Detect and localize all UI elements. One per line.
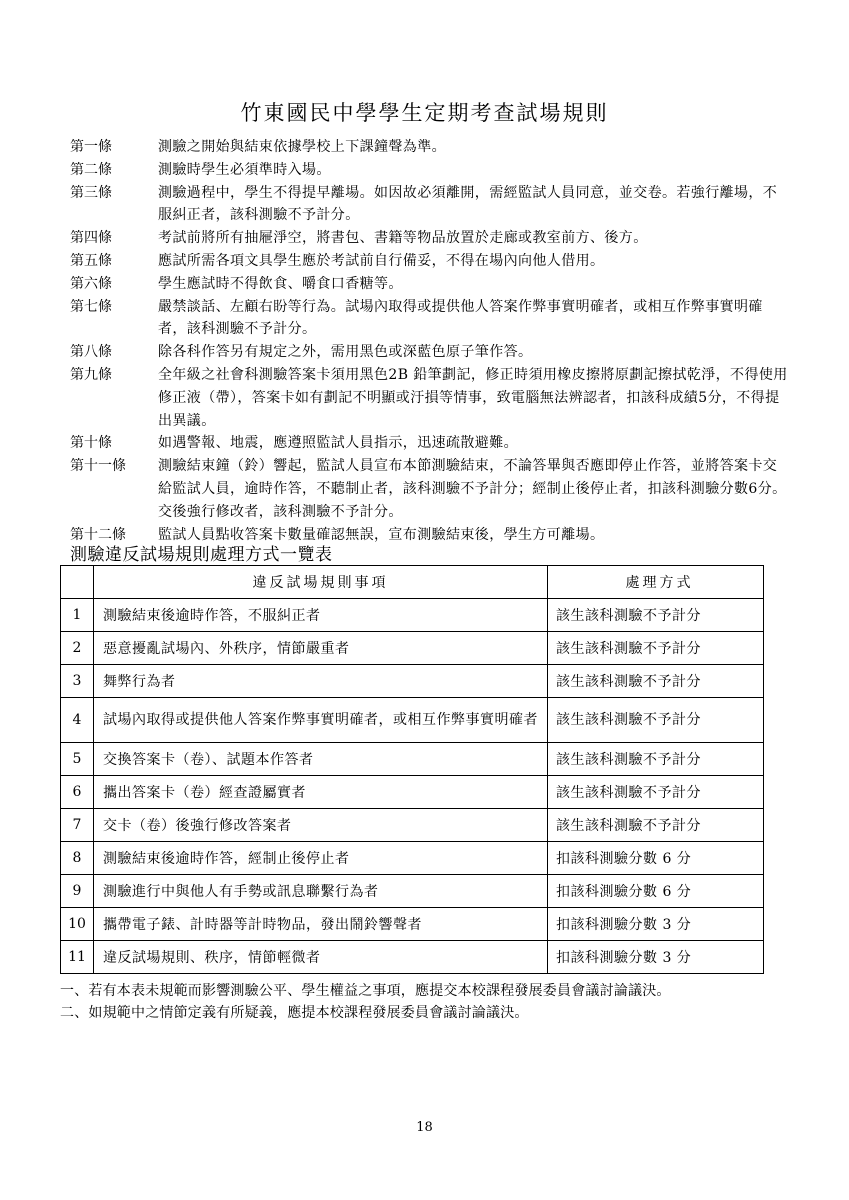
header-action-cell: 處理方式	[548, 566, 764, 599]
table-row	[61, 941, 764, 974]
row-item: 測驗結束後逾時作答，經制止後停止者	[94, 842, 548, 875]
row-action: 該生該科測驗不予計分	[548, 698, 764, 743]
table-row	[61, 776, 764, 809]
rule-number: 第三條	[70, 184, 112, 201]
row-item: 測驗進行中與他人有手勢或訊息聯繫行為者	[94, 875, 548, 908]
row-number: 6	[61, 776, 94, 809]
rule-text: 除各科作答另有規定之外，需用黑色或深藍色原子筆作答。	[158, 344, 533, 361]
row-number: 5	[61, 743, 94, 776]
row-number: 11	[61, 941, 94, 974]
row-action: 扣該科測驗分數 3 分	[548, 908, 764, 941]
rule-text: 測驗結束鐘（鈴）響起，監試人員宣布本節測驗結束，不論答畢與否應即停止作答，並將答案卡交給監試人員，逾時作答，不聽制止者，該科測驗不予計分；經制止後停止者，扣該科測驗分數6分。交後強行修改者，該科測驗不予計分。	[158, 458, 787, 520]
table-row	[61, 842, 764, 875]
table-header-row	[61, 566, 764, 599]
rule-number: 第八條	[70, 344, 112, 361]
page-number: 18	[416, 1120, 433, 1135]
rule-text: 監試人員點收答案卡數量確認無誤，宣布測驗結束後，學生方可離場。	[158, 526, 605, 543]
rule-text: 如遇警報、地震，應遵照監試人員指示，迅速疏散避難。	[158, 435, 518, 452]
rule-item	[70, 455, 790, 523]
row-item: 交卡（卷）後強行修改答案者	[94, 809, 548, 842]
rule-text: 嚴禁談話、左顧右盼等行為。試場內取得或提供他人答案作弊事實明確者，或相互作弊事實明確者，該科測驗不予計分。	[158, 298, 763, 338]
table-row	[61, 698, 764, 743]
row-action: 該生該科測驗不予計分	[548, 776, 764, 809]
row-action: 扣該科測驗分數 6 分	[548, 842, 764, 875]
row-item: 攜帶電子錶、計時器等計時物品，發出鬧鈴響聲者	[94, 908, 548, 941]
row-number: 2	[61, 632, 94, 665]
table-row	[61, 743, 764, 776]
row-item: 測驗結束後逾時作答，不服糾正者	[94, 599, 548, 632]
rule-number: 第二條	[70, 161, 112, 178]
note-item: 一、若有本表未規範而影響測驗公平、學生權益之事項，應提交本校課程發展委員會議討論議決。	[60, 983, 671, 999]
rule-number: 第九條	[70, 366, 112, 383]
rule-text: 全年級之社會科測驗答案卡須用黑色2B 鉛筆劃記，修正時須用橡皮擦將原劃記擦拭乾淨，不得使用修正液（帶），答案卡如有劃記不明顯或汙損等情事，致電腦無法辨認者，扣該科成績5分，不得提出異議。	[158, 366, 788, 429]
note-item: 二、如規範中之情節定義有所疑義，應提本校課程發展委員會議討論議決。	[60, 1005, 529, 1021]
violation-table	[60, 565, 764, 974]
rule-number: 第六條	[70, 275, 112, 292]
row-item: 交換答案卡（卷）、試題本作答者	[94, 743, 548, 776]
row-number: 4	[61, 698, 94, 743]
rule-number: 第五條	[70, 252, 112, 269]
rule-item	[70, 136, 790, 159]
rule-item	[70, 159, 790, 182]
table-row	[61, 599, 764, 632]
rule-text: 應試所需各項文具學生應於考試前自行備妥，不得在場內向他人借用。	[158, 252, 605, 269]
row-action: 該生該科測驗不予計分	[548, 599, 764, 632]
row-action: 扣該科測驗分數 6 分	[548, 875, 764, 908]
table-row	[61, 908, 764, 941]
rule-number: 第七條	[70, 298, 112, 315]
row-item: 惡意擾亂試場內、外秩序，情節嚴重者	[94, 632, 548, 665]
rule-number: 第十二條	[70, 526, 126, 543]
table-row	[61, 665, 764, 698]
page-title: 竹東國民中學學生定期考查試場規則	[240, 101, 609, 125]
rule-item	[70, 182, 790, 228]
row-action: 該生該科測驗不予計分	[548, 665, 764, 698]
row-number: 7	[61, 809, 94, 842]
row-action: 該生該科測驗不予計分	[548, 809, 764, 842]
rule-item	[70, 432, 790, 455]
rule-item	[70, 250, 790, 273]
rules-list	[70, 136, 790, 546]
row-action: 該生該科測驗不予計分	[548, 743, 764, 776]
rule-number: 第一條	[70, 139, 112, 155]
rule-item	[70, 273, 790, 296]
rule-text: 測驗之開始與結束依據學校上下課鐘聲為準。	[158, 139, 446, 155]
row-number: 3	[61, 665, 94, 698]
row-item: 違反試場規則、秩序，情節輕微者	[94, 941, 548, 974]
header-item-cell: 違反試場規則事項	[94, 566, 548, 599]
rule-number: 第十條	[70, 435, 112, 452]
rule-text: 學生應試時不得飲食、嚼食口香糖等。	[158, 275, 403, 292]
row-number: 10	[61, 908, 94, 941]
rule-text: 考試前將所有抽屜淨空，將書包、書籍等物品放置於走廊或教室前方、後方。	[158, 230, 648, 247]
table-row	[61, 875, 764, 908]
notes	[60, 980, 800, 1024]
rule-number: 第十一條	[70, 458, 126, 475]
rule-text: 測驗時學生必須準時入場。	[158, 161, 331, 178]
row-number: 9	[61, 875, 94, 908]
row-action: 扣該科測驗分數 3 分	[548, 941, 764, 974]
table-row	[61, 809, 764, 842]
table-caption: 測驗違反試場規則處理方式一覽表	[70, 545, 333, 565]
rule-number: 第四條	[70, 230, 112, 247]
table-row	[61, 632, 764, 665]
rule-item	[70, 227, 790, 250]
rule-text: 測驗過程中，學生不得提早離場。如因故必須離開，需經監試人員同意，並交卷。若強行離場，不服糾正者，該科測驗不予計分。	[158, 184, 778, 224]
rule-item	[70, 296, 790, 342]
row-item: 舞弊行為者	[94, 665, 548, 698]
rule-item	[70, 341, 790, 364]
row-item: 攜出答案卡（卷）經查證屬實者	[94, 776, 548, 809]
row-action: 該生該科測驗不予計分	[548, 632, 764, 665]
header-number-cell	[61, 566, 94, 599]
row-number: 1	[61, 599, 94, 632]
rule-item	[70, 364, 790, 432]
row-item: 試場內取得或提供他人答案作弊事實明確者，或相互作弊事實明確者	[94, 698, 548, 743]
row-number: 8	[61, 842, 94, 875]
